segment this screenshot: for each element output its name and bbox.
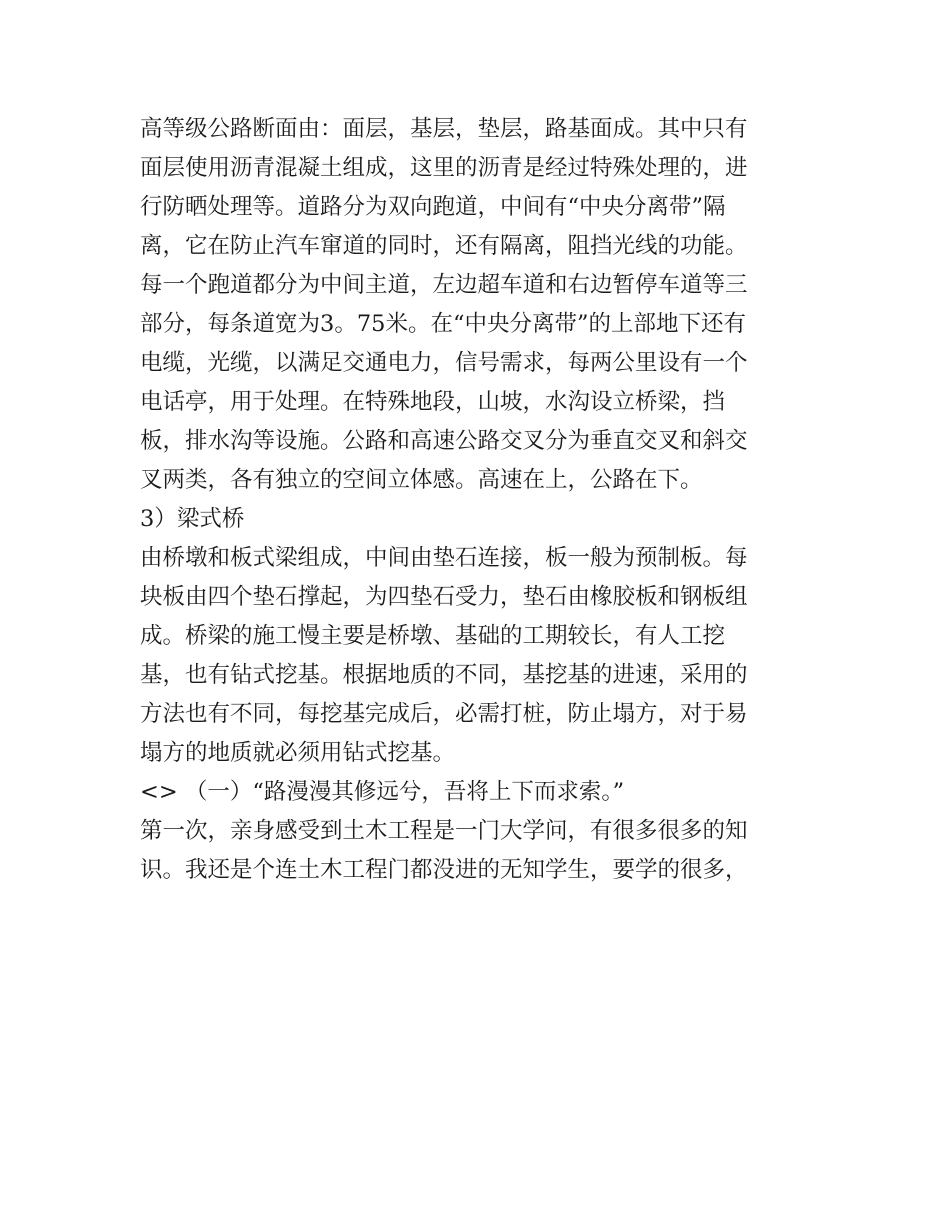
text-line: 块板由四个垫石撑起，为四垫石受力，垫石由橡胶板和钢板组 [140, 584, 748, 610]
text-line: 识。我还是个连土木工程门都没进的无知学生，要学的很多， [140, 857, 748, 883]
text-line: 叉两类，各有独立的空间立体感。高速在上，公路在下。 [140, 467, 703, 493]
text-line: 离，它在防止汽车窜道的同时，还有隔离，阻挡光线的功能。 [140, 233, 748, 259]
section-heading-quote: <> （一）“路漫漫其修远兮，吾将上下而求索。” [140, 779, 625, 805]
text-line: 基，也有钻式挖基。根据地质的不同，基挖基的进速，采用的 [140, 662, 748, 688]
text-line: 行防晒处理等。道路分为双向跑道，中间有“中央分离带”隔 [140, 194, 726, 220]
text-line: 方法也有不同，每挖基完成后，必需打桩，防止塌方，对于易 [140, 701, 748, 727]
text-line: 电话亭，用于处理。在特殊地段，山坡，水沟设立桥梁，挡 [140, 389, 726, 415]
text-line: 高等级公路断面由：面层，基层，垫层，路基面成。其中只有 [140, 116, 748, 142]
text-line: 电缆，光缆，以满足交通电力，信号需求，每两公里设有一个 [140, 350, 748, 376]
text-line: 面层使用沥青混凝土组成，这里的沥青是经过特殊处理的，进 [140, 155, 748, 181]
text-line: 成。桥梁的施工慢主要是桥墩、基础的工期较长，有人工挖 [140, 623, 726, 649]
text-line: 板，排水沟等设施。公路和高速公路交叉分为垂直交叉和斜交 [140, 428, 748, 454]
text-line: 第一次，亲身感受到土木工程是一门大学问，有很多很多的知 [140, 818, 748, 844]
text-line: 由桥墩和板式梁组成，中间由垫石连接，板一般为预制板。每 [140, 545, 748, 571]
body-text [140, 110, 820, 890]
text-line: 部分，每条道宽为3。75米。在“中央分离带”的上部地下还有 [140, 311, 746, 337]
text-line: 每一个跑道都分为中间主道，左边超车道和右边暂停车道等三 [140, 272, 748, 298]
text-line: 塌方的地质就必须用钻式挖基。 [140, 740, 456, 766]
section-heading: 3）梁式桥 [140, 506, 245, 532]
